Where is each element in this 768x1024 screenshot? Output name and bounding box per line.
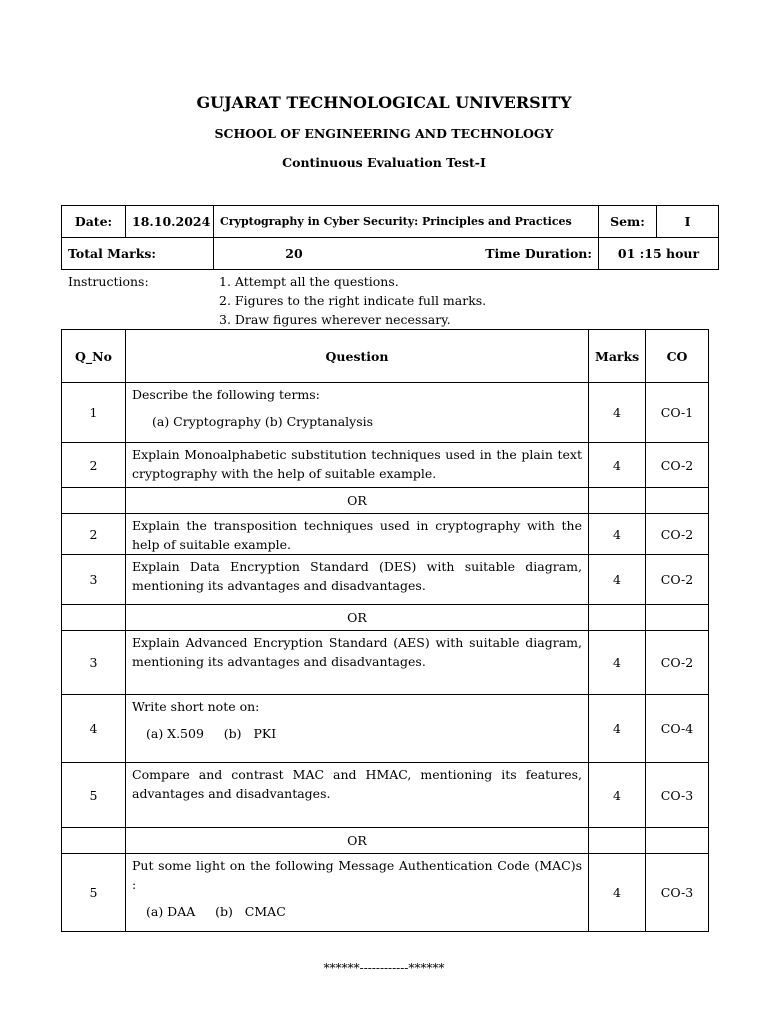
- university-title: GUJARAT TECHNOLOGICAL UNIVERSITY: [196, 93, 572, 112]
- empty-cell: [646, 605, 709, 631]
- question-sub: (a) X.509 (b) PKI: [146, 726, 277, 741]
- or-row: [62, 828, 709, 854]
- table-row: [62, 555, 709, 605]
- or-separator: OR: [126, 828, 589, 854]
- question-marks: 4: [589, 555, 646, 605]
- question-marks: 4: [589, 854, 646, 932]
- question-marks: 4: [589, 443, 646, 488]
- question-co: CO-2: [646, 443, 709, 488]
- question-sub: (a) DAA (b) CMAC: [146, 904, 286, 919]
- instruction-item: 2. Figures to the right indicate full marks.: [219, 293, 487, 308]
- subject-name: Cryptography in Cyber Security: Principles and Practices: [214, 206, 599, 238]
- question-sub: (a) Cryptography (b) Cryptanalysis: [152, 414, 374, 429]
- question-header: Question: [126, 330, 589, 383]
- question-number: 5: [62, 763, 126, 828]
- table-row: [62, 443, 709, 488]
- question-text: Explain Monoalphabetic substitution techniques used in the plain text cryptography with the help of suitable example.: [126, 443, 589, 488]
- duration-value: 01 :15 hour: [599, 238, 719, 270]
- question-text: Explain Advanced Encryption Standard (AES) with suitable diagram, mentioning its advantages and disadvantages.: [126, 631, 589, 695]
- question-co: CO-3: [646, 763, 709, 828]
- info-row-2: [62, 238, 719, 270]
- empty-cell: [589, 488, 646, 514]
- question-co: CO-4: [646, 695, 709, 763]
- instructions-list: [219, 272, 486, 329]
- question-text: Explain Data Encryption Standard (DES) with suitable diagram, mentioning its advantages and disadvantages.: [126, 555, 589, 605]
- question-marks: 4: [589, 383, 646, 443]
- table-row: [62, 383, 709, 443]
- or-row: [62, 605, 709, 631]
- table-row: [62, 514, 709, 555]
- question-text: Compare and contrast MAC and HMAC, mentioning its features, advantages and disadvantages.: [126, 763, 589, 828]
- question-marks: 4: [589, 695, 646, 763]
- question-text: [126, 695, 589, 763]
- instruction-item: 1. Attempt all the questions.: [219, 274, 399, 289]
- marks-header: Marks: [589, 330, 646, 383]
- question-co: CO-2: [646, 555, 709, 605]
- test-title: Continuous Evaluation Test-I: [282, 155, 486, 170]
- question-number: 5: [62, 854, 126, 932]
- question-number: 3: [62, 631, 126, 695]
- question-co: CO-3: [646, 854, 709, 932]
- empty-cell: [62, 828, 126, 854]
- info-row-1: [62, 206, 719, 238]
- total-marks-label: Total Marks:: [62, 238, 214, 270]
- or-row: [62, 488, 709, 514]
- header-row: [62, 330, 709, 383]
- sem-label: Sem:: [599, 206, 657, 238]
- question-co: CO-1: [646, 383, 709, 443]
- question-number: 2: [62, 443, 126, 488]
- instructions-label: Instructions:: [68, 274, 149, 289]
- duration-label: Time Duration:: [485, 246, 592, 261]
- end-marker: ******------------******: [323, 961, 445, 975]
- question-text: Explain the transposition techniques used in cryptography with the help of suitable example.: [126, 514, 589, 555]
- question-marks: 4: [589, 514, 646, 555]
- empty-cell: [589, 605, 646, 631]
- school-title: SCHOOL OF ENGINEERING AND TECHNOLOGY: [214, 126, 554, 141]
- question-co: CO-2: [646, 631, 709, 695]
- or-separator: OR: [126, 488, 589, 514]
- table-row: [62, 695, 709, 763]
- info-table: [61, 205, 719, 270]
- question-text: [126, 854, 589, 932]
- or-separator: OR: [126, 605, 589, 631]
- question-number: 3: [62, 555, 126, 605]
- date-value: 18.10.2024: [126, 206, 214, 238]
- question-table: [61, 329, 709, 932]
- question-stem: Describe the following terms:: [132, 387, 320, 402]
- question-number: 1: [62, 383, 126, 443]
- question-marks: 4: [589, 631, 646, 695]
- question-co: CO-2: [646, 514, 709, 555]
- empty-cell: [646, 828, 709, 854]
- co-header: CO: [646, 330, 709, 383]
- empty-cell: [62, 488, 126, 514]
- empty-cell: [62, 605, 126, 631]
- question-stem: Put some light on the following Message Authentication Code (MAC)s :: [132, 858, 582, 892]
- question-stem: Write short note on:: [132, 699, 260, 714]
- question-text: [126, 383, 589, 443]
- instruction-item: 3. Draw figures wherever necessary.: [219, 312, 451, 327]
- total-marks-value: 20: [285, 246, 303, 261]
- sem-value: I: [657, 206, 719, 238]
- empty-cell: [646, 488, 709, 514]
- qno-header: Q_No: [62, 330, 126, 383]
- table-row: [62, 854, 709, 932]
- question-marks: 4: [589, 763, 646, 828]
- marks-duration-cell: [214, 238, 599, 270]
- table-row: [62, 631, 709, 695]
- table-row: [62, 763, 709, 828]
- question-number: 4: [62, 695, 126, 763]
- question-number: 2: [62, 514, 126, 555]
- empty-cell: [589, 828, 646, 854]
- date-label: Date:: [62, 206, 126, 238]
